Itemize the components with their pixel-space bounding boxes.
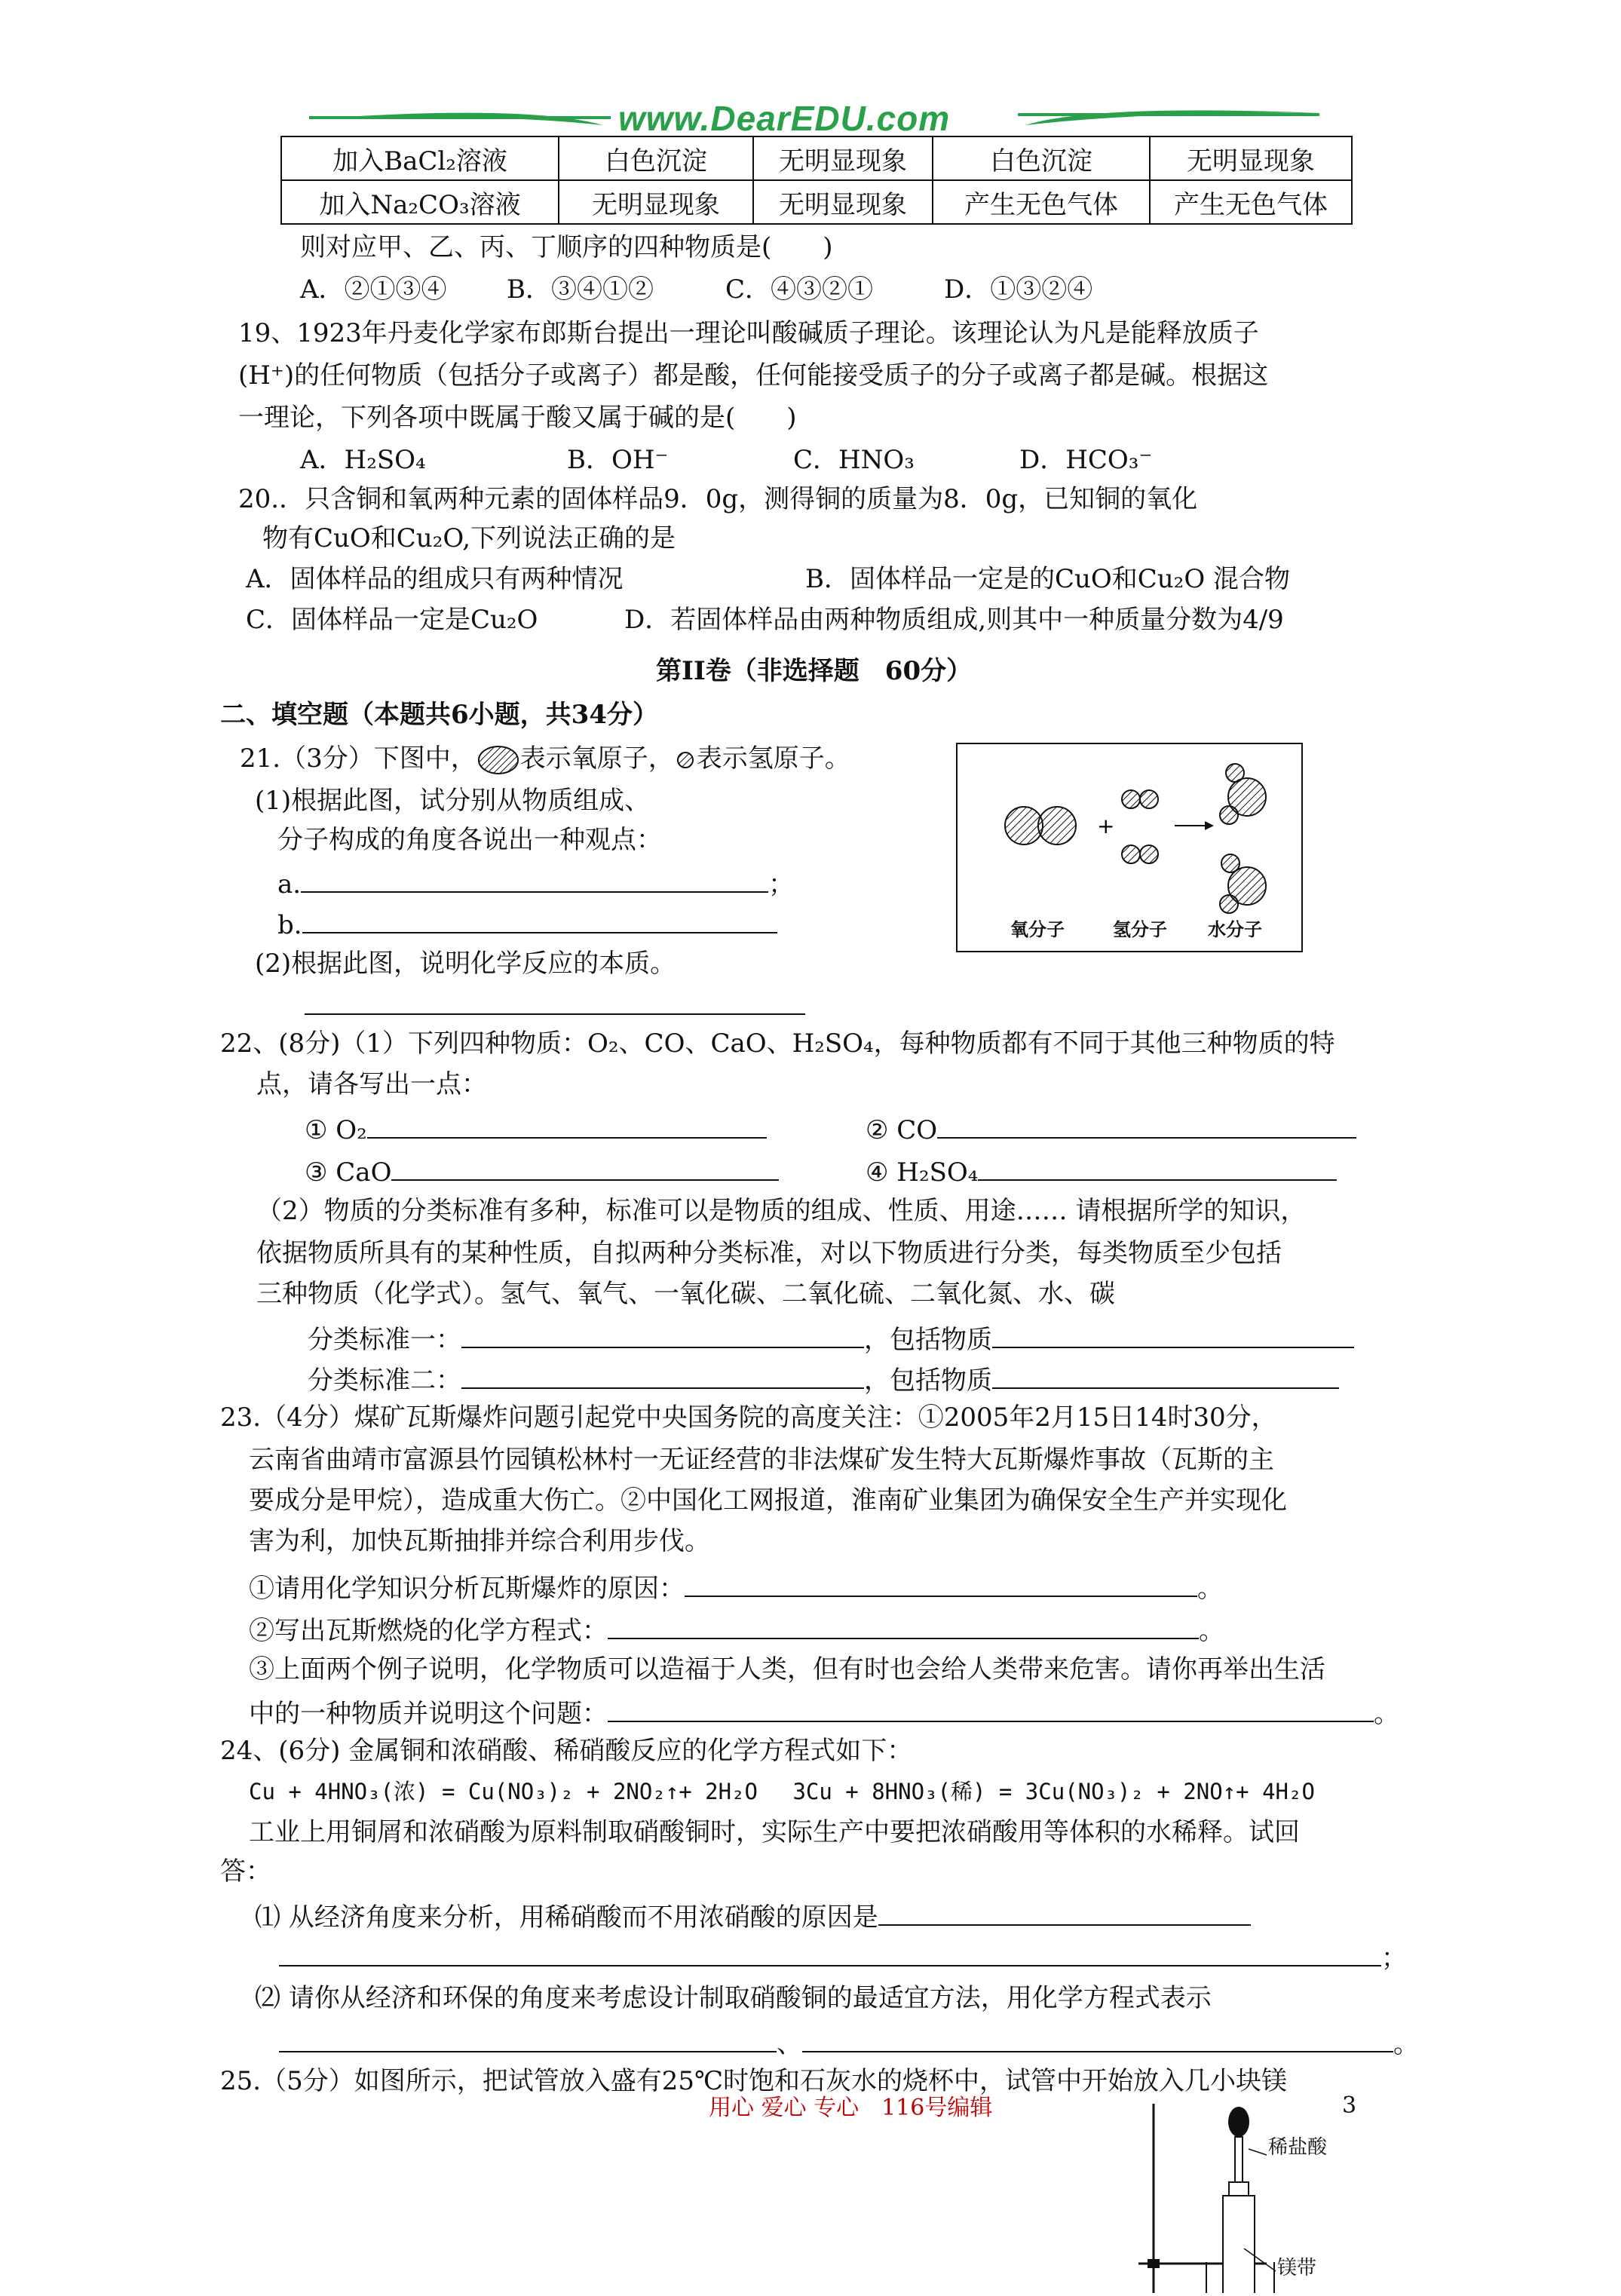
q22-item [305,1110,767,1147]
answer-blank[interactable] [992,1320,1354,1348]
standard-label: 分类标准一： [308,1325,461,1355]
apparatus-figure [1116,2104,1417,2296]
q22-line: 三种物质（化学式）。氢气、氧气、一氧化碳、二氧化硫、二氧化氮、水、碳 [256,1279,1115,1309]
q24-sub-cont [279,1938,1407,1975]
q18-stem: 则对应甲、乙、丙、丁顺序的四种物质是( ) [300,232,833,262]
figure-label: 氢分子 [1113,918,1167,940]
fill-section-title [220,698,658,731]
answer-blank[interactable] [301,864,768,893]
answer-blank[interactable] [279,1938,1381,1966]
q21-stem [240,742,850,775]
q22-standard [308,1320,1354,1356]
answer-punct: 。 [1393,2029,1419,2059]
figure-label: 氧分子 [1010,918,1065,940]
q19-line: (H⁺)的任何物质（包括分子或离子）都是酸，任何能接受质子的分子或离子都是碱。根据这 [238,360,1269,391]
q21-part1: (1)根据此图，试分别从物质组成、 [255,786,651,816]
q22-line: （2）物质的分类标准有多种，标准可以是物质的组成、性质、用途…… 请根据所学的知识， [256,1196,1307,1226]
sub-label: 中的一种物质并说明这个问题： [249,1699,608,1729]
q21-stem-a: 21.（3分）下图中， [240,743,476,774]
answer-blank[interactable] [608,1694,1374,1722]
answer-blank[interactable] [461,1360,864,1389]
q18-option: C．④③②① [725,274,874,305]
table-cell: 加入BaCl₂溶液 [281,136,559,180]
q21-part1: 分子构成的角度各说出一种观点： [277,825,662,855]
table-row [281,136,1352,180]
q19-option: C．HNO₃ [793,445,915,475]
answer-punct: 。 [1199,1616,1224,1646]
oxygen-atom-icon [476,745,520,775]
answer-blank[interactable] [279,2024,777,2052]
q23-sub [249,1568,1223,1605]
answer-blank[interactable] [992,1360,1339,1389]
table-cell: 无明显现象 [753,180,933,224]
site-name: www.DearEDU.com [618,99,951,138]
q23-line: 云南省曲靖市富源县竹园镇松林村一无证经营的非法煤矿发生特大瓦斯爆炸事故（瓦斯的主 [249,1445,1274,1475]
answer-punct: 。 [1197,1574,1223,1604]
section-title: 第II卷（非选择题 60分） [656,656,973,686]
fill-title-text: 二、填空题（本题共6小题，共34分） [220,700,658,730]
q19-line: 一理论，下列各项中既属于酸又属于碱的是( ) [238,403,797,433]
page-number: 3 [1342,2092,1357,2119]
q24-line: 24、(6分) 金属铜和浓硝酸、稀硝酸反应的化学方程式如下： [220,1736,913,1766]
sub-label: ⑴ 从经济角度来分析，用稀硝酸而不用浓硝酸的原因是 [255,1902,878,1933]
table-cell: 白色沉淀 [933,136,1150,180]
q24-line: 答： [220,1856,271,1887]
table-row [281,180,1352,224]
table-cell: 产生无色气体 [933,180,1150,224]
q20-line: 物有CuO和Cu₂O,下列说法正确的是 [262,523,676,553]
answer-punct: ； [768,869,795,900]
q18-option: B．③④①② [507,274,654,305]
item-label: ③ CaO [305,1157,392,1188]
answer-label: a. [277,869,302,900]
answer-blank[interactable] [367,1110,767,1139]
answer-blank[interactable] [302,905,777,933]
q24-sub: ⑵ 请你从经济和环保的角度来考虑设计制取硝酸铜的最适宜方法，用化学方程式表示 [255,1983,1212,2013]
q23-line: 要成分是甲烷），造成重大伤亡。②中国化工网报道，淮南矿业集团为确保安全生产并实现化 [249,1485,1287,1516]
q23-sub: ③上面两个例子说明，化学物质可以造福于人类，但有时也会给人类带来危害。请你再举出生活 [249,1654,1325,1684]
item-label: ① O₂ [305,1115,367,1145]
q18-option: D．①③②④ [944,274,1093,305]
q20-option: A．固体样品的组成只有两种情况 [246,564,624,594]
table-cell: 产生无色气体 [1150,180,1352,224]
q21-answer-b [277,905,777,942]
answer-blank[interactable] [937,1110,1356,1139]
q21-stem-c: 表示氢原子。 [696,743,850,774]
q23-line: 23.（4分）煤矿瓦斯爆炸问题引起党中央国务院的高度关注：①2005年2月15日14时30分， [220,1402,1277,1433]
answer-blank[interactable] [608,1611,1199,1639]
include-label: ，包括物质 [864,1325,992,1355]
q22-line: 依据物质所具有的某种性质，自拟两种分类标准，对以下物质进行分类，每类物质至少包括 [256,1238,1282,1268]
hydrogen-atom-icon [674,749,697,771]
answer-blank[interactable] [978,1152,1337,1181]
q22-standard [308,1360,1339,1397]
table-cell: 白色沉淀 [559,136,753,180]
molecule-figure [956,743,1303,957]
table-cell: 无明显现象 [1150,136,1352,180]
table-cell: 无明显现象 [559,180,753,224]
q23-line: 害为利，加快瓦斯抽排并综合利用步伐。 [249,1526,710,1556]
q24-sub-cont [279,2024,1419,2061]
sub-label: ②写出瓦斯燃烧的化学方程式： [249,1616,608,1646]
figure-label: 水分子 [1208,918,1262,940]
footer-note: 用心 爱心 专心 116号编辑 [709,2095,993,2121]
answer-blank[interactable] [878,1897,1251,1926]
site-header-logo [302,97,1327,142]
sub-label: ①请用化学知识分析瓦斯爆炸的原因： [249,1574,685,1604]
q23-sub [249,1694,1399,1730]
apparatus-label: 稀盐酸 [1268,2136,1328,2159]
q20-option: D．若固体样品由两种物质组成,则其中一种质量分数为4/9 [624,605,1284,635]
test-tube-apparatus-diagram [1116,2104,1417,2293]
q23-sub [249,1611,1224,1648]
q19-line: 19、1923年丹麦化学家布郎斯台提出一理论叫酸碱质子理论。该理论认为凡是能释放质子 [238,318,1259,348]
answer-punct: ； [1381,1943,1407,1973]
q22-item [305,1152,779,1189]
table-cell: 加入Na₂CO₃溶液 [281,180,559,224]
q21-part2: (2)根据此图，说明化学反应的本质。 [255,949,676,979]
include-label: ，包括物质 [864,1366,992,1396]
q24-sub [255,1897,1251,1934]
q19-option: B．OH⁻ [567,445,669,475]
q19-option: A．H₂SO₄ [300,445,426,475]
answer-blank[interactable] [391,1152,779,1181]
reaction-table [280,136,1353,225]
q20-option: C．固体样品一定是Cu₂O [246,605,538,635]
q20-option: B．固体样品一定是的CuO和Cu₂O 混合物 [805,564,1290,594]
q19-option: D．HCO₃⁻ [1019,445,1153,475]
answer-sep: 、 [777,2029,802,2059]
apparatus-label: 镁带 [1277,2257,1317,2279]
q21-stem-b: 表示氧原子， [519,743,674,774]
answer-blank[interactable] [305,986,805,1015]
answer-punct: 。 [1374,1699,1399,1729]
q21-answer-2 [305,986,805,1023]
svg-text:+: + [1097,814,1115,838]
q22-item [866,1152,1337,1189]
q20-line: 20.．只含铜和氧两种元素的固体样品9．0g，测得铜的质量为8．0g，已知铜的氧化 [238,484,1198,514]
answer-blank[interactable] [461,1320,864,1348]
table-cell: 无明显现象 [753,136,933,180]
answer-blank[interactable] [802,2024,1393,2052]
item-label: ② CO [866,1115,938,1145]
q22-line: 点，请各写出一点： [256,1069,487,1099]
q18-option: A．②①③④ [300,274,447,305]
answer-label: b. [277,910,302,940]
answer-blank[interactable] [685,1568,1197,1597]
q22-line: 22、(8分)（1）下列四种物质：O₂、CO、CaO、H₂SO₄，每种物质都有不同于其他三种物质的特 [220,1028,1335,1059]
q25-line: 25.（5分）如图所示，把试管放入盛有25℃时饱和石灰水的烧杯中，试管中开始放入几小块镁 [220,2066,1287,2096]
item-label: ④ H₂SO₄ [866,1157,979,1188]
q21-answer-a [277,864,794,901]
standard-label: 分类标准二： [308,1366,461,1396]
q24-equation: Cu + 4HNO₃(浓) = Cu(NO₃)₂ + 2NO₂↑+ 2H₂O 3Cu + 8HNO₃(稀) = 3Cu(NO₃)₂ + 2NO↑+ 4H₂O [249,1779,1315,1804]
q24-line: 工业上用铜屑和浓硝酸为原料制取硝酸铜时，实际生产中要把浓硝酸用等体积的水稀释。试回 [249,1817,1300,1847]
q22-item [866,1110,1356,1147]
